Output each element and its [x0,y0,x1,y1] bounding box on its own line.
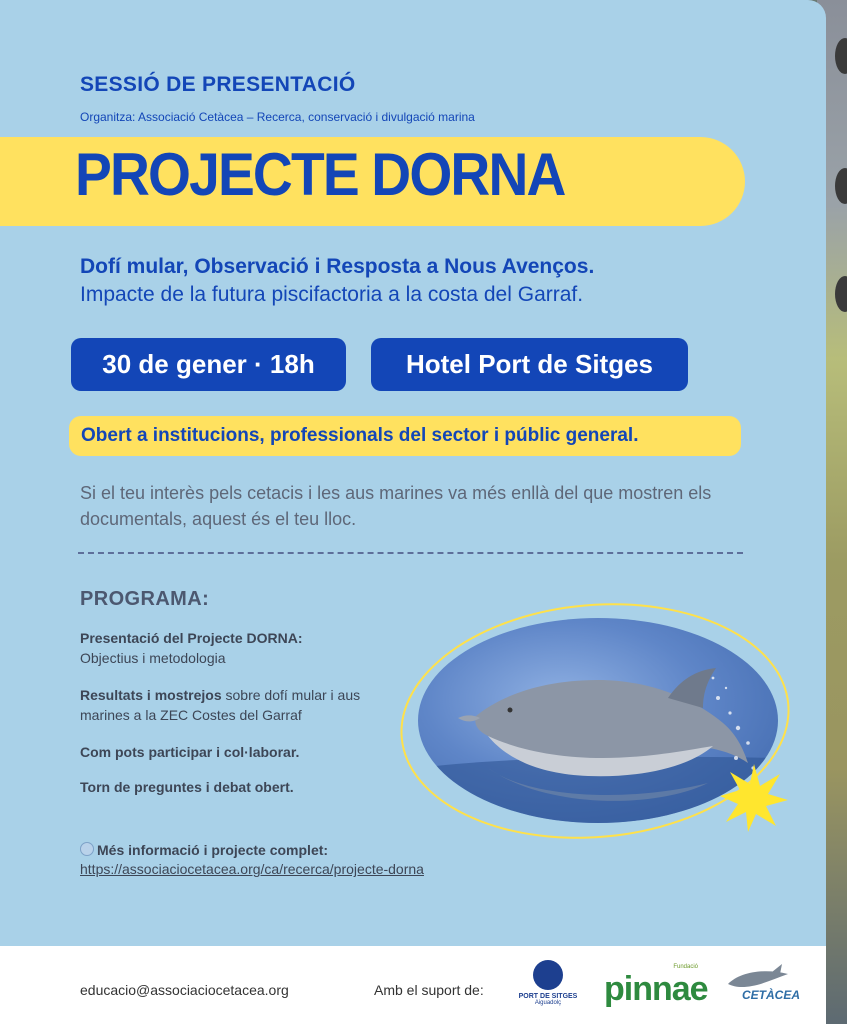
support-label: Amb el suport de: [374,982,484,998]
port-de-sitges-logo: PORT DE SITGES Aiguadolç [518,960,578,1016]
globe-icon [80,842,94,856]
port-logo-mark [533,960,563,990]
contact-email[interactable]: educacio@associaciocetacea.org [80,982,289,998]
programa-item-detail: Objectius i metodologia [80,650,226,666]
programa-item-detail: sobre dofí mular i aus marines a la ZEC Costes del Garraf [80,687,361,723]
subtitle-line-1: Dofí mular, Observació i Resposta a Nous Avenços. [80,255,595,278]
more-info-label: Més informació i projecte complet: [80,842,328,858]
organizer-line: Organitza: Associació Cetàcea – Recerca, conservació i divulgació marina [80,110,475,124]
programa-item-4: Torn de preguntes i debat obert. [80,779,294,795]
starburst-icon [718,762,790,834]
audience-text: Obert a institucions, professionals del sector i públic general. [81,425,639,446]
edge-ui-dot [835,38,847,74]
project-link[interactable]: https://associaciocetacea.org/ca/recerca/projecte-dorna [80,861,424,877]
cetacea-logo: CETÀCEA [724,962,794,1016]
subtitle-line-2: Impacte de la futura piscifactoria a la costa del Garraf. [80,283,584,306]
edge-ui-dot [835,168,847,204]
date-time-badge: 30 de gener · 18h [71,338,346,391]
footer-bar [0,946,826,1024]
poster-eyebrow: SESSIÓ DE PRESENTACIÓ [80,73,356,96]
programa-item-1 [80,628,380,668]
poster-title: PROJECTE DORNA [75,141,565,208]
programa-item-bold: Resultats i mostrejos [80,687,222,703]
programa-heading: PROGRAMA: [80,588,210,610]
venue-badge: Hotel Port de Sitges [371,338,688,391]
dashed-divider [78,552,743,554]
pinnae-logo: Fundació pinnae [604,964,708,1008]
programa-item-2 [80,685,385,725]
intro-paragraph: Si el teu interès pels cetacis i les aus marines va més enllà del que mostren els documentals, aquest és el teu lloc. [80,483,712,529]
edge-ui-dot [835,276,847,312]
programa-item-bold: Presentació del Projecte DORNA: [80,630,303,646]
programa-item-3: Com pots participar i col·laborar. [80,744,300,760]
